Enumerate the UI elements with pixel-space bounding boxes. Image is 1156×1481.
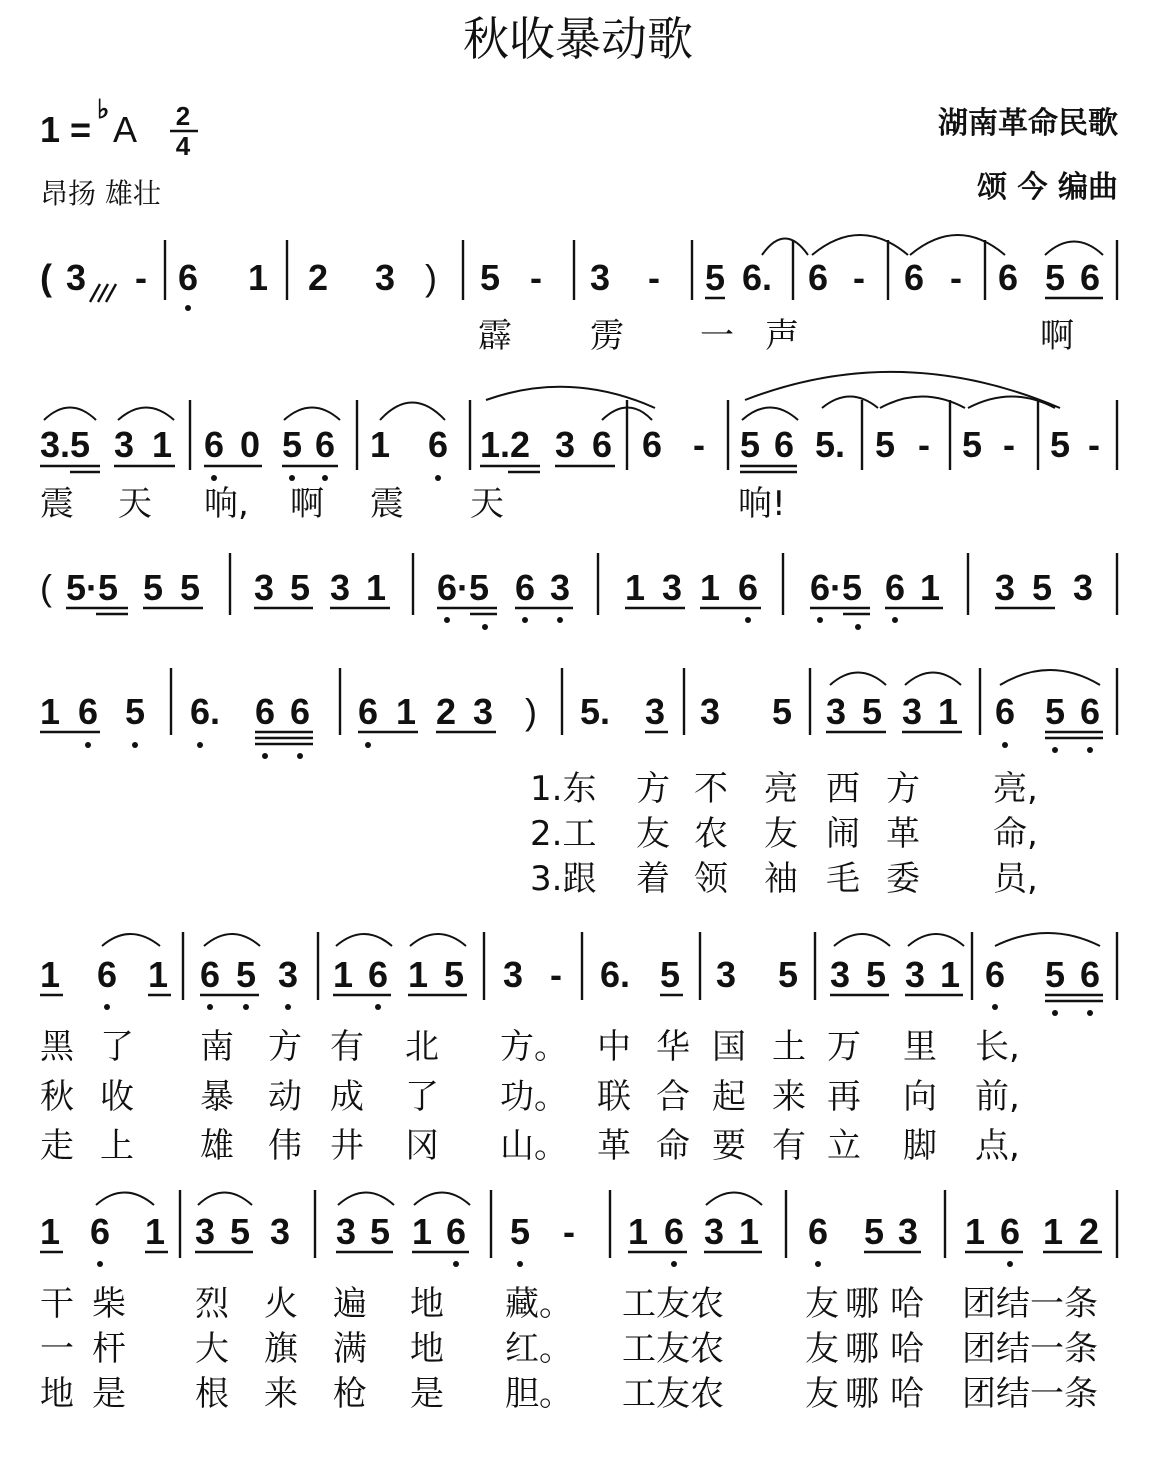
music-line-2 [40,372,1117,481]
lyric: 山。 [500,1126,568,1166]
note: 3 [826,691,847,732]
note: 5 [778,954,799,995]
note: - [563,1211,575,1252]
note: 3 [473,691,494,732]
note: 5 [125,691,146,732]
note: 3 [905,954,926,995]
note: 6 [428,424,449,465]
lyric: 火 [264,1284,298,1324]
note: - [853,257,865,298]
note: 3 [66,257,87,298]
lyric: 向 [903,1077,937,1117]
lyric: 方。 [500,1027,568,1067]
note: 2 [436,691,457,732]
note: 1 [628,1211,649,1252]
lyric: 满 [333,1329,367,1369]
tempo-marking: 昂扬 雄壮 [40,177,161,210]
song-arranger: 颂 今 编曲 [977,170,1118,205]
note: ( [40,567,52,608]
note: 5 [864,1211,885,1252]
lyric: 地 [410,1329,444,1369]
lyric: 柴 [92,1284,126,1324]
note: 5 [290,567,311,608]
lyric: 藏。 [505,1284,573,1324]
note: 1 [152,424,173,465]
note: 6 [592,424,613,465]
note: 5 [962,424,983,465]
note: 3 [195,1211,216,1252]
note: 5 [772,691,793,732]
key-signature-prefix: 1 = [40,109,92,150]
lyric: 大 [195,1329,229,1369]
note: 3 [503,954,524,995]
lyric: 团结一条 [962,1374,1098,1414]
lyric: 旗 [264,1329,298,1369]
lyric: 有 [330,1027,364,1067]
note: 5. [580,691,611,732]
note: 1 [965,1211,986,1252]
note: 6 [808,1211,829,1252]
lyric: 上 [100,1126,134,1166]
note: 3 [995,567,1016,608]
note: 6 [200,954,221,995]
note: 3 [645,691,666,732]
note: 6 [738,567,759,608]
lyric: 功。 [500,1077,568,1117]
note: 6 [178,257,199,298]
note: - [530,257,542,298]
lyric: 天 [470,484,504,524]
lyric: 震 [40,484,74,524]
note: 6 [1080,691,1101,732]
lyric: 走 [40,1126,74,1166]
note: 6. [600,954,631,995]
lyric: 成 [330,1077,364,1117]
note: 1 [739,1211,760,1252]
lyric: 南 [200,1027,234,1067]
note: 3 [114,424,135,465]
lyric: 哪 [845,1329,879,1369]
note: 3 [375,257,396,298]
lyric: 雳 [590,316,624,356]
key-flat-symbol: ♭ [97,94,110,124]
note: 1 [625,567,646,608]
lyric: 来 [264,1374,298,1414]
lyric: 方 [886,769,920,809]
note: 6 [885,567,906,608]
lyrics-line-5 [40,1027,1020,1166]
lyric: 烈 [195,1284,229,1324]
lyric: 友 [805,1284,839,1324]
lyric: 团结一条 [962,1284,1098,1324]
lyric: 袖 [764,859,798,899]
note: 5 [444,954,465,995]
note: 3 [270,1211,291,1252]
lyric: 一 [700,316,734,356]
note: - [135,257,147,298]
tie [812,235,908,255]
note: 3 [555,424,576,465]
lyric: 团结一条 [962,1329,1098,1369]
lyric: 伟 [268,1126,302,1166]
lyric: 农 [694,814,728,854]
tie [910,235,1005,255]
lyric: 黑 [40,1027,74,1067]
note: 6 [315,424,336,465]
lyric: 杆 [92,1329,126,1369]
lyric: 声 [765,316,799,356]
note: 1 [412,1211,433,1252]
lyric: 北 [405,1027,439,1067]
lyric: 工友农 [622,1284,724,1324]
lyric: 土 [772,1027,806,1067]
lyric: 响, [204,484,249,524]
note: 5 [1050,424,1071,465]
note: 5 [370,1211,391,1252]
note: 1 [248,257,269,298]
note: 6. [742,257,773,298]
note: 5 [660,954,681,995]
lyric: 地 [40,1374,74,1414]
lyrics-line-1 [478,316,1074,356]
note: 3 [830,954,851,995]
lyric: 枪 [333,1374,367,1414]
lyric: 方 [636,769,670,809]
lyric: 来 [772,1077,806,1117]
note: 5 [480,257,501,298]
note: 6 [90,1211,111,1252]
note: 6 [255,691,276,732]
note: 5·5 [66,567,119,608]
lyric: 命 [656,1126,690,1166]
lyric: 友 [805,1374,839,1414]
note: 3 [590,257,611,298]
note: ) [425,257,437,298]
lyric: 雄 [200,1126,234,1166]
lyric: 3.跟 [530,859,597,899]
note: 6 [904,257,925,298]
note: - [648,257,660,298]
lyric: 国 [712,1027,746,1067]
note: 6 [1080,954,1101,995]
note: 5. [815,424,846,465]
note: 5 [1045,691,1066,732]
note: 1 [148,954,169,995]
key-note: A [113,109,138,150]
note: 3 [278,954,299,995]
music-line-4 [40,668,1117,759]
note: 3 [336,1211,357,1252]
note: 6 [998,257,1019,298]
note: 1.2 [480,424,531,465]
lyric: 点, [975,1126,1020,1166]
lyric: 友 [636,814,670,854]
lyrics-line-4 [530,769,1038,899]
lyric: 里 [903,1027,937,1067]
lyric: 根 [195,1374,229,1414]
lyric: 前, [975,1077,1020,1117]
note: 5 [862,691,883,732]
music-line-1 [40,235,1117,311]
lyric: 震 [370,484,404,524]
lyric: 啊 [290,484,324,524]
lyric: 2.工 [530,814,597,854]
lyric: 联 [597,1077,631,1117]
note: 6 [204,424,225,465]
lyric: 再 [827,1077,861,1117]
lyric: 着 [636,859,670,899]
lyric: 工友农 [622,1374,724,1414]
lyric: 万 [827,1027,861,1067]
note: 5 [1032,567,1053,608]
note: 6·5 [437,567,490,608]
note: - [918,424,930,465]
lyric: 动 [268,1077,302,1117]
note: 3 [898,1211,919,1252]
lyric: 不 [694,769,728,809]
lyric: 收 [100,1077,134,1117]
note: 1 [396,691,417,732]
note: 1 [370,424,391,465]
lyric: 命, [993,814,1038,854]
lyric: 哪 [845,1284,879,1324]
music-line-5 [40,932,1117,1016]
lyric: 冈 [405,1126,439,1166]
lyric: 哈 [890,1284,924,1324]
note: 1 [940,954,961,995]
lyric: 闹 [826,814,860,854]
note: 1 [920,567,941,608]
note: 2 [308,257,329,298]
lyric: 1.东 [530,769,597,809]
time-signature-top: 2 [175,101,191,131]
note: 5 [143,567,164,608]
note: 6 [290,691,311,732]
note: 3 [704,1211,725,1252]
lyric: 是 [92,1374,126,1414]
lyric: 地 [410,1284,444,1324]
note: 5 [875,424,896,465]
note: 6 [78,691,99,732]
lyric: 红。 [505,1329,573,1369]
lyric: 领 [694,859,728,899]
song-title: 秋收暴动歌 [463,12,693,66]
lyric: 干 [40,1284,74,1324]
note: 3 [902,691,923,732]
note: 1 [1043,1211,1064,1252]
lyric: 起 [712,1077,746,1117]
lyric: 员, [993,859,1038,899]
lyric: 工友农 [622,1329,724,1369]
lyric: 了 [100,1027,134,1067]
note: 1 [700,567,721,608]
lyric: 亮 [764,769,798,809]
lyric: 革 [886,814,920,854]
note: 3 [550,567,571,608]
lyric: 天 [118,484,152,524]
note: 5 [1045,257,1066,298]
note: 5 [230,1211,251,1252]
note: 1 [333,954,354,995]
note: ( [40,257,52,298]
note: 3 [1073,567,1094,608]
note: 5 [236,954,257,995]
note: 6·5 [810,567,863,608]
note: 0 [240,424,261,465]
note: 6. [190,691,221,732]
lyric: 一 [40,1329,74,1369]
lyric: 长, [975,1027,1020,1067]
lyric: 革 [597,1126,631,1166]
note: 1 [40,691,61,732]
lyric: 胆。 [505,1374,573,1414]
lyric: 井 [330,1126,364,1166]
lyric: 有 [772,1126,806,1166]
note: 3 [716,954,737,995]
lyric: 霹 [478,316,512,356]
lyric: 友 [764,814,798,854]
time-signature-bottom: 4 [175,131,191,161]
lyric: 遍 [333,1284,367,1324]
lyric: 脚 [903,1126,937,1166]
note: 6 [368,954,389,995]
note: 3 [254,567,275,608]
note: 2 [1079,1211,1100,1252]
note: 5 [1045,954,1066,995]
note: 1 [366,567,387,608]
note: 3.5 [40,424,91,465]
note: - [1088,424,1100,465]
note: 5 [705,257,726,298]
lyric: 暴 [200,1077,234,1117]
note: 1 [40,954,61,995]
note: 6 [808,257,829,298]
note: 3 [662,567,683,608]
note: 5 [282,424,303,465]
note: 6 [642,424,663,465]
note: 3 [330,567,351,608]
note: 5 [510,1211,531,1252]
note: 3 [700,691,721,732]
lyric: 合 [656,1077,690,1117]
lyric: 哪 [845,1374,879,1414]
lyric: 友 [805,1329,839,1369]
note: - [950,257,962,298]
tie [762,239,808,256]
lyric: 响! [738,484,786,524]
song-source: 湖南革命民歌 [938,106,1118,141]
lyrics-line-6 [40,1284,1098,1414]
note: - [1003,424,1015,465]
note: 6 [774,424,795,465]
note: 6 [995,691,1016,732]
lyric: 啊 [1040,316,1074,356]
note: 1 [40,1211,61,1252]
music-line-6 [40,1190,1117,1267]
lyric: 哈 [890,1329,924,1369]
lyric: 亮, [993,769,1038,809]
note: - [693,424,705,465]
note: 6 [1080,257,1101,298]
lyric: 了 [405,1077,439,1117]
note: 6 [358,691,379,732]
note: 6 [664,1211,685,1252]
lyric: 秋 [40,1077,74,1117]
tie [1045,242,1103,256]
lyric: 哈 [890,1374,924,1414]
lyric: 是 [410,1374,444,1414]
note: 1 [408,954,429,995]
note: 6 [515,567,536,608]
note: 1 [145,1211,166,1252]
note: 6 [446,1211,467,1252]
note: 5 [866,954,887,995]
note: 6 [97,954,118,995]
note: 6 [1000,1211,1021,1252]
lyric: 要 [712,1126,746,1166]
lyrics-line-2 [40,484,786,524]
note: 6 [985,954,1006,995]
note: ) [525,691,537,732]
note: 5 [180,567,201,608]
lyric: 华 [656,1027,690,1067]
lyric: 委 [886,859,920,899]
note: 5 [740,424,761,465]
note: 1 [938,691,959,732]
note: - [550,954,562,995]
music-line-3 [40,553,1117,630]
lyric: 西 [826,769,860,809]
lyric: 中 [597,1027,631,1067]
lyric: 立 [827,1126,861,1166]
lyric: 毛 [826,859,860,899]
lyric: 方 [268,1027,302,1067]
